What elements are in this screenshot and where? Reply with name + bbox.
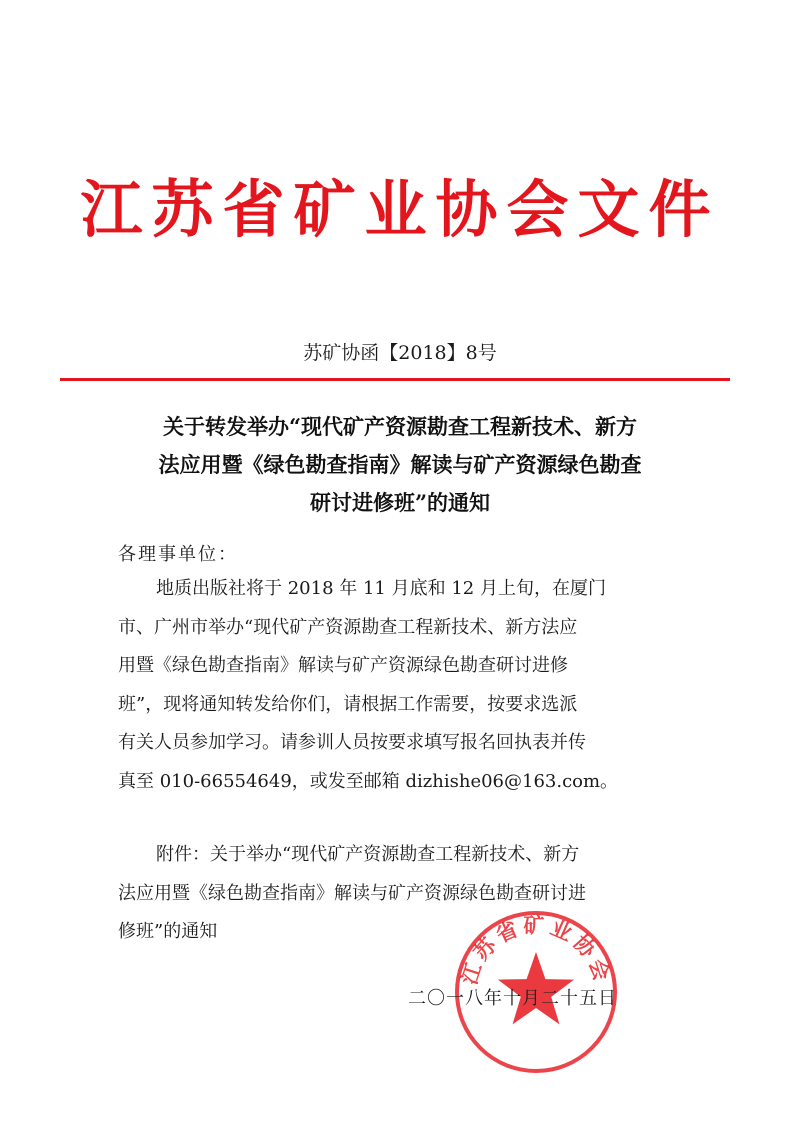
issue-date: 二〇一八年十月二十五日 [408,988,617,1009]
body-line: 真至 010-66554649，或发至邮箱 dizhishe06@163.com。 [118,770,619,792]
notice-title-line: 研讨进修班”的通知 [309,490,491,515]
notice-title-line: 法应用暨《绿色勘查指南》解读与矿产资源绿色勘查 [158,452,642,477]
body-line: 用暨《绿色勘查指南》解读与矿产资源绿色勘查研讨进修 [118,655,568,676]
body-line: 地质出版社将于 2018 年 11 月底和 12 月上旬，在厦门 [156,578,606,599]
document-header-title: 江苏省矿业协会文件 [80,173,720,246]
svg-text:江苏省矿业协会: 江苏省矿业协会 [456,912,616,988]
body-line: 班”，现将通知转发给你们，请根据工作需要，按要求选派 [118,693,578,715]
body-line: 市、广州市举办“现代矿产资源勘查工程新技术、新方法应 [118,616,578,638]
addressee: 各理事单位： [118,544,238,565]
document-number: 苏矿协函【2018】8号 [303,342,497,364]
body-line: 有关人员参加学习。请参训人员按要求填写报名回执表并传 [118,732,586,753]
attachment-line: 修班”的通知 [118,921,218,942]
attachment-line: 附件：关于举办“现代矿产资源勘查工程新技术、新方 [156,844,580,865]
attachment-line: 法应用暨《绿色勘查指南》解读与矿产资源绿色勘查研讨进 [118,882,586,904]
notice-body [118,570,698,801]
notice-title [80,408,720,522]
notice-title-line: 关于转发举办“现代矿产资源勘查工程新技术、新方 [162,414,638,439]
red-divider-line [60,378,730,381]
